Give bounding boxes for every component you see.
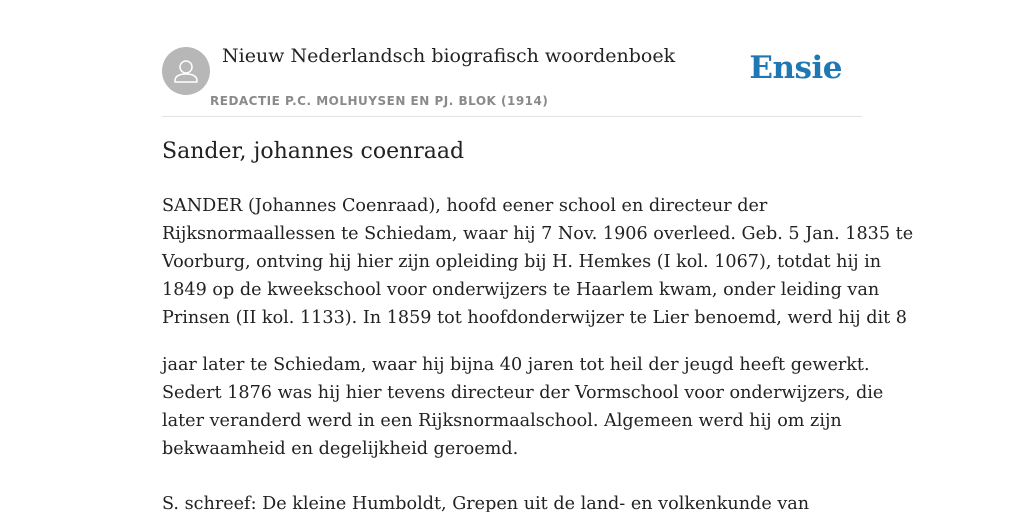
ensie-logo[interactable]: Ensie (749, 50, 842, 86)
entry-paragraph (162, 351, 884, 463)
text-line: Voorburg, ontving hij hier zijn opleiding bij H. Hemkes (I kol. 1067), totdat hij in (162, 252, 882, 272)
text-line: jaar later te Schiedam, waar hij bijna 40 jaren tot heil der jeugd heeft gewerkt. (162, 355, 870, 375)
entry-paragraph (162, 490, 862, 512)
text-line: Prinsen (II kol. 1133). In 1859 tot hoofdonderwijzer te Lier benoemd, werd hij dit 8 (162, 308, 907, 328)
text-line: Sedert 1876 was hij hier tevens directeur der Vormschool voor onderwijzers, die (162, 383, 884, 403)
text-line: later veranderd werd in een Rijksnormaalschool. Algemeen werd hij om zijn (162, 411, 842, 431)
user-avatar-icon (162, 47, 210, 95)
text-line: 1849 op de kweekschool voor onderwijzers te Haarlem kwam, onder leiding van (162, 280, 880, 300)
text-line: SANDER (Johannes Coenraad), hoofd eener school en directeur der (162, 196, 768, 216)
header (162, 40, 862, 117)
text-line: bekwaamheid en degelijkheid geroemd. (162, 439, 519, 459)
text-line: S. schreef: De kleine Humboldt, Grepen uit de land- en volkenkunde van (162, 494, 810, 512)
text-line: Rijksnormaallessen te Schiedam, waar hij 7 Nov. 1906 overleed. Geb. 5 Jan. 1835 te (162, 224, 914, 244)
entry-paragraph (162, 192, 914, 332)
editors-credit: REDACTIE P.C. MOLHUYSEN EN PJ. BLOK (1914) (210, 94, 549, 108)
entry-title: Sander, johannes coenraad (162, 139, 465, 164)
book-title[interactable]: Nieuw Nederlandsch biografisch woordenboek (222, 45, 676, 67)
